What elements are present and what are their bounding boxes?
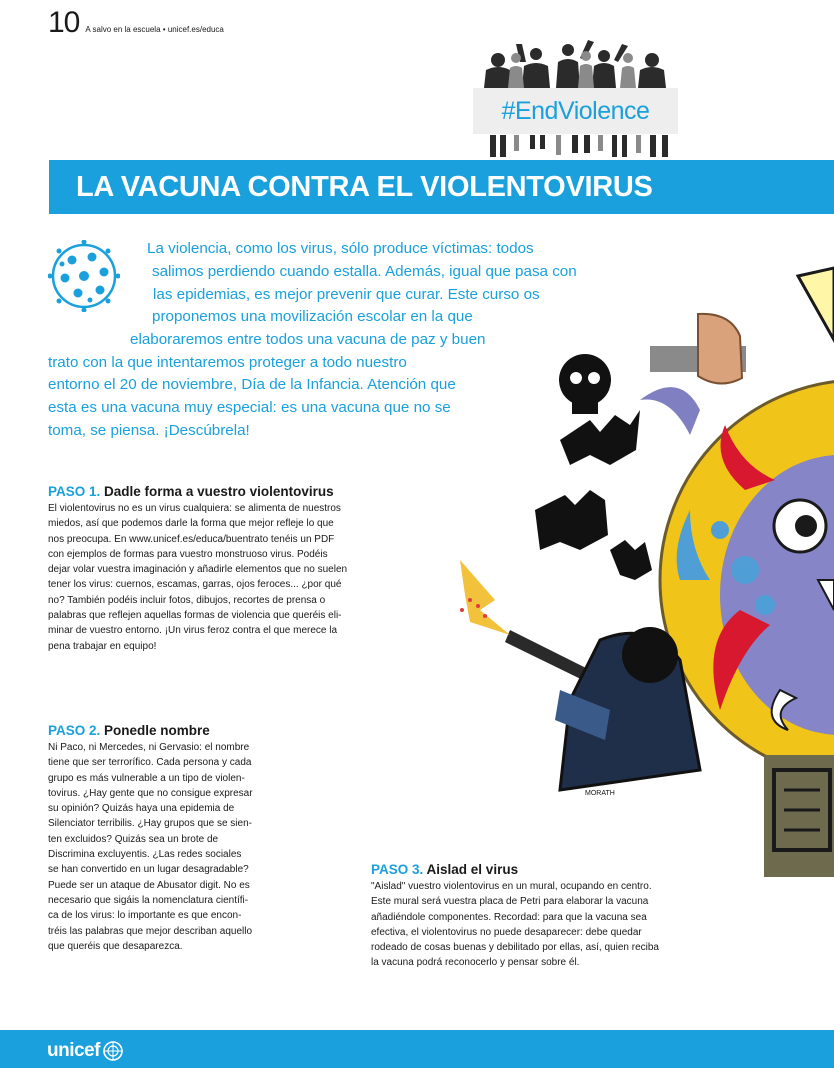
step-3-line: efectiva, el violentovirus no puede desaparecer: debe quedar (371, 926, 642, 938)
violentovirus-illustration (440, 250, 834, 880)
step-2-title: Ponedle nombre (104, 723, 210, 738)
skull-icon (559, 354, 611, 414)
intro-line-1: La violencia, como los virus, sólo produce víctimas: todos (147, 240, 534, 257)
endviolence-badge (473, 88, 678, 134)
intro-line-7: entorno el 20 de noviembre, Día de la Infancia. Atención que (48, 376, 456, 393)
step-1-line: nos preocupa. En www.unicef.es/educa/buentrato tenéis un PDF (48, 533, 335, 545)
unicef-wordmark: unicef (47, 1040, 100, 1061)
page-number: 10 (48, 6, 80, 39)
step-2-line: Discrimina excluyentis. ¿Las redes sociales (48, 849, 242, 861)
step-3-line: Este mural será vuestra placa de Petri para elaborar la vacuna (371, 896, 649, 908)
intro-line-8: esta es una vacuna muy especial: es una vacuna que no se (48, 399, 451, 416)
step-2-line: Silenciator terribilis. ¿Hay grupos que se sien- (48, 818, 252, 830)
step-1-line: con ejemplos de formas para vuestro monstruoso virus. Podéis (48, 548, 328, 560)
step-2-line: necesario que sigáis la nomenclatura científi- (48, 894, 249, 906)
step-1-line: tener los virus: cuernos, escamas, garras, ojos feroces... ¿por qué (48, 579, 342, 591)
header-subtitle (85, 25, 224, 34)
intro-line-3: las epidemias, es mejor prevenir que curar. Este curso os (153, 286, 540, 303)
step-1-line: pena trabajar en equipo! (48, 640, 157, 652)
header-separator: • (162, 25, 166, 34)
step-2-heading (48, 723, 210, 738)
step-1-line: dejar volar vuestra imaginación y añadirle elementos que no suelen (48, 564, 348, 576)
intro-line-9: toma, se piensa. ¡Descúbrela! (48, 422, 250, 439)
intro-line-4: proponemos una movilización escolar en la que (152, 308, 473, 325)
graffiti-photo (764, 755, 834, 877)
step-2-line: se han convertido en un lugar desagradable? (48, 864, 249, 876)
step-2-line: que queréis que desaparezca. (48, 940, 183, 952)
page-header (48, 6, 224, 40)
step-2-line: ten excluidos? Quizás sea un brote de (48, 833, 219, 845)
step-3-title: Aislad el virus (426, 862, 519, 877)
step-3-line: la vacuna podrá reconocerlo y pensar sobre él. (371, 957, 580, 969)
step-2-number: PASO 2. (48, 723, 101, 738)
footer-bar (0, 1030, 834, 1068)
step-3-number: PASO 3. (371, 862, 424, 877)
step-2-body (48, 740, 318, 954)
step-2-line: Puede ser un ataque de Abusator digit. No es (48, 879, 250, 891)
step-1-line: palabras que reflejen aquellas formas de violencia que queréis eli- (48, 610, 342, 622)
crowd-legs-icon (486, 135, 676, 159)
intro-line-2: salimos perdiendo cuando estalla. Además, igual que pasa con (152, 263, 577, 280)
step-3-line: "Aislad" vuestro violentovirus en un mural, ocupando en centro. (371, 881, 652, 892)
step-2-line: grupo es más vulnerable a un tipo de violen- (48, 772, 245, 784)
unicef-logo[interactable] (47, 1040, 124, 1062)
step-2-line: su opinión? Quizás haya una epidemia de (48, 803, 235, 815)
hashtag-text: #EndViolence (501, 96, 650, 125)
virus-icon (48, 240, 120, 312)
artist-signature: MORATH (585, 790, 615, 797)
page-title: LA VACUNA CONTRA EL VIOLENTOVIRUS (76, 170, 653, 203)
bat-icon (535, 410, 652, 580)
unicef-emblem-icon (102, 1040, 124, 1062)
warning-sign-icon (798, 268, 834, 340)
step-2-line: tréis las palabras que mejor describan aquello (48, 925, 253, 937)
header-site: unicef.es/educa (167, 25, 224, 34)
intro-line-5: elaboraremos entre todos una vacuna de paz y buen (130, 331, 486, 348)
step-1-number: PASO 1. (48, 484, 101, 499)
step-2-line: tiene que ser terrorífico. Cada persona y cada (48, 757, 252, 769)
crowd-silhouette-icon (476, 40, 676, 88)
intro-line-6: trato con la que intentaremos proteger a todo nuestro (48, 354, 407, 371)
step-1-body (48, 501, 428, 654)
fist-photo (650, 314, 746, 384)
step-2-line: ca de los virus: lo importante es que encon- (48, 910, 242, 922)
step-1-heading (48, 484, 334, 499)
step-1-line: El violentovirus no es un virus cualquiera: se alimenta de nuestros (48, 503, 341, 514)
step-2-line: Ni Paco, ni Mercedes, ni Gervasio: el nombre (48, 742, 250, 753)
step-1-line: no? También podéis incluir fotos, dibujos, recortes de prensa o (48, 594, 326, 606)
step-1-line: miedos, así que podemos darle la forma que mejor refleje lo que (48, 518, 334, 530)
step-1-title: Dadle forma a vuestro violentovirus (104, 484, 334, 499)
step-3-body (371, 879, 751, 971)
step-3-line: rodeado de cosas buenas y debilitado por ellas, así, quien reciba (371, 942, 659, 954)
step-2-line: tovirus. ¿Hay gente que no consigue expresar (48, 787, 253, 799)
step-1-line: minar de vuestro entorno. ¡Un virus feroz contra el que merece la (48, 625, 338, 637)
title-banner (49, 160, 834, 214)
step-3-line: añadiéndole componentes. Recordad: para que la vacuna sea (371, 911, 647, 923)
header-section: A salvo en la escuela (85, 25, 161, 34)
